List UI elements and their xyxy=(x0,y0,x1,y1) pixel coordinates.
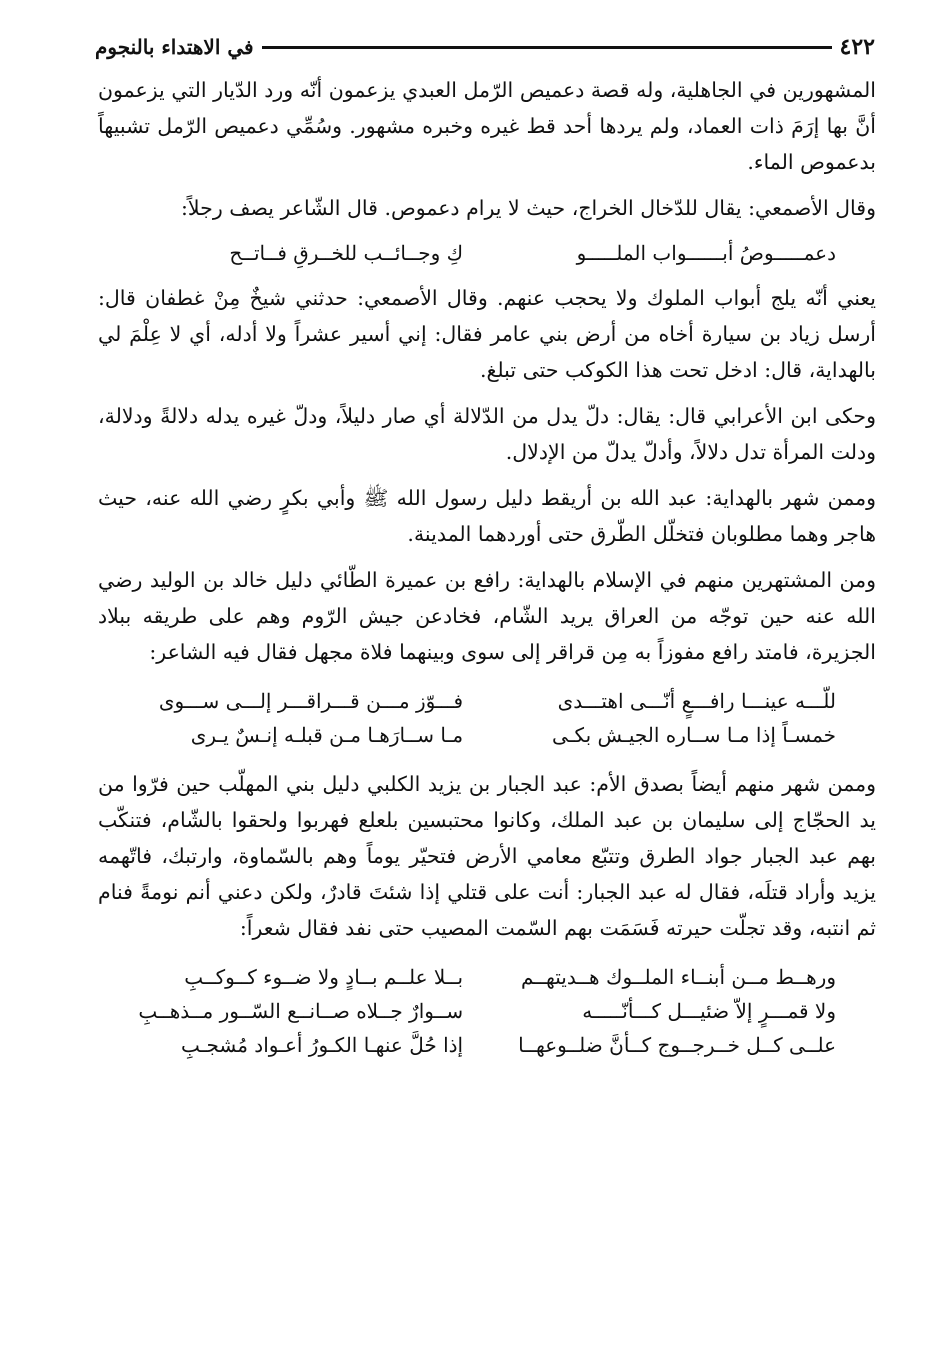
running-title: في الاهتداء بالنجوم xyxy=(95,35,254,59)
paragraph-5: وممن شهر بالهداية: عبد الله بن أريقط دليل رسول الله ﷺ وأبي بكرٍ رضي الله عنه، حيث هاجر وهما مطلوبان فتخلّل الطّرق حتى أوردهما المدينة. xyxy=(98,486,876,546)
poem-1-line-1-first-hemistich: دعمـــــوصُ أبــــــواب الملـــــو xyxy=(576,241,836,265)
paragraph-2: وقال الأصمعي: يقال للدّخال الخراج، حيث لا يرام دعموص. قال الشّاعر يصف رجلاً: xyxy=(181,196,876,220)
paragraph-7: وممن شهر منهم أيضاً بصدق الأم: عبد الجبار بن يزيد الكلبي دليل بني المهلّب حين فرّوا من يد الحجّاج إلى سليمان بن عبد الملك، وكانوا محتبسين بلعلع فهربوا ولحقوا بالشّام، فتنكّب بهم عبد الجبار جواد الطرق وتتبّع معامي الأرض فتحيّر يوماً وهم بالسّماوة، وارتبك، فاتّهمه يزيد وأراد قتلَه، فقال له عبد الجبار: أنت على قتلي إذا شئتَ قادرٌ، ولكن دعني أنم نومةً فنام ثم انتبه، وقد تجلّت حيرته فَسَمَت بهم السّمت المصيب حتى نفد فقال شعراً: xyxy=(98,772,876,940)
paragraph-6: ومن المشتهرين منهم في الإسلام بالهداية: رافع بن عميرة الطّائي دليل خالد بن الوليد رضي الله عنه حين توجّه من العراق يريد الشّام، فخادعن جيش الرّوم وهم على طريقه ببلاد الجزيرة، فامتد رافع مفوزاً به مِن قراقر إلى سوى وبينهما فلاة مجهل فقال فيه الشاعر: xyxy=(98,568,876,664)
poem-3-line-3-first-hemistich: علــى كــل خــرجــوج كــأنَّ ضلــوعهــا xyxy=(518,1033,836,1057)
poem-3-line-1 xyxy=(98,960,876,994)
poem-3-line-3-second-hemistich: إذا حُلَّ عنهـا الكـورُ أعـواد مُشجـبِ xyxy=(180,1033,464,1057)
poem-3-line-3 xyxy=(98,1028,876,1062)
poem-2-line-1-first-hemistich: للّـــه عينـــا رافـــعٍ أنّـــى اهتـــدى xyxy=(557,689,836,713)
page-number: ٤٢٢ xyxy=(839,34,875,60)
poem-1-line-1 xyxy=(98,236,876,270)
poem-2-line-2-first-hemistich: خمسـاً إذا مـا ســاره الجيـش بكـى xyxy=(552,723,836,747)
poem-3-line-2 xyxy=(98,994,876,1028)
poem-1-line-1-second-hemistich: كِ وجــائــب للخــرقِ فــاتــح xyxy=(229,241,464,265)
poem-2-line-2-second-hemistich: مـا ســارَهـا مـن قبلـه إنـسٌ يـرى xyxy=(190,723,464,747)
poem-3-line-1-first-hemistich: ورهــط مــن أبنــاء الملــوك هــديتهــم xyxy=(520,965,836,989)
paragraph-4: وحكى ابن الأعرابي قال: يقال: دلّ يدل من الدّلالة أي صار دليلاً، ودلّ غيره يدله دلالةً ودلالة، ودلت المرأة تدل دلالاً، وأدلّ يدلّ من الإدلال. xyxy=(98,404,876,464)
poem-2-line-2 xyxy=(98,718,876,752)
paragraph-1: المشهورين في الجاهلية، وله قصة دعميص الرّمل العبدي يزعمون أنّه ورد الدّيار التي يزعمون أنَّ بها إرَمَ ذات العماد، ولم يردها أحد قط غيره وخبره مشهور. وسُمِّي دعميص الرّمل تشبيهاً بدعموص الماء. xyxy=(98,78,876,174)
poem-3-line-1-second-hemistich: بــلا علــم بــادٍ ولا ضــوء كــوكــبِ xyxy=(184,965,464,989)
poem-3-line-2-first-hemistich: ولا قمـــرٍ إلاّ ضئيـــل كـــأنّـــــه xyxy=(582,999,836,1023)
poem-2-line-1-second-hemistich: فـــوّز مـــن قـــراقـــر إلـــى ســـوى xyxy=(158,689,464,713)
paragraph-3: يعني أنّه يلج أبواب الملوك ولا يحجب عنهم. وقال الأصمعي: حدثني شيخٌ مِنْ غطفان قال: أرسل زياد بن سيارة أخاه من أرض بني عامر فقال: إني أسير عشراً ولا أدله، أي لا عِلْمَ لي بالهداية، قال: ادخل تحت هذا الكوكب حتى تبلغ. xyxy=(98,286,876,382)
poem-2-line-1 xyxy=(98,684,876,718)
body-text xyxy=(98,72,876,1062)
header-rule xyxy=(262,46,832,49)
poem-3-line-2-second-hemistich: ســوارٌ جــلاه صــانــع السّــور مــذهــبِ xyxy=(138,999,464,1023)
page-header xyxy=(95,32,875,62)
